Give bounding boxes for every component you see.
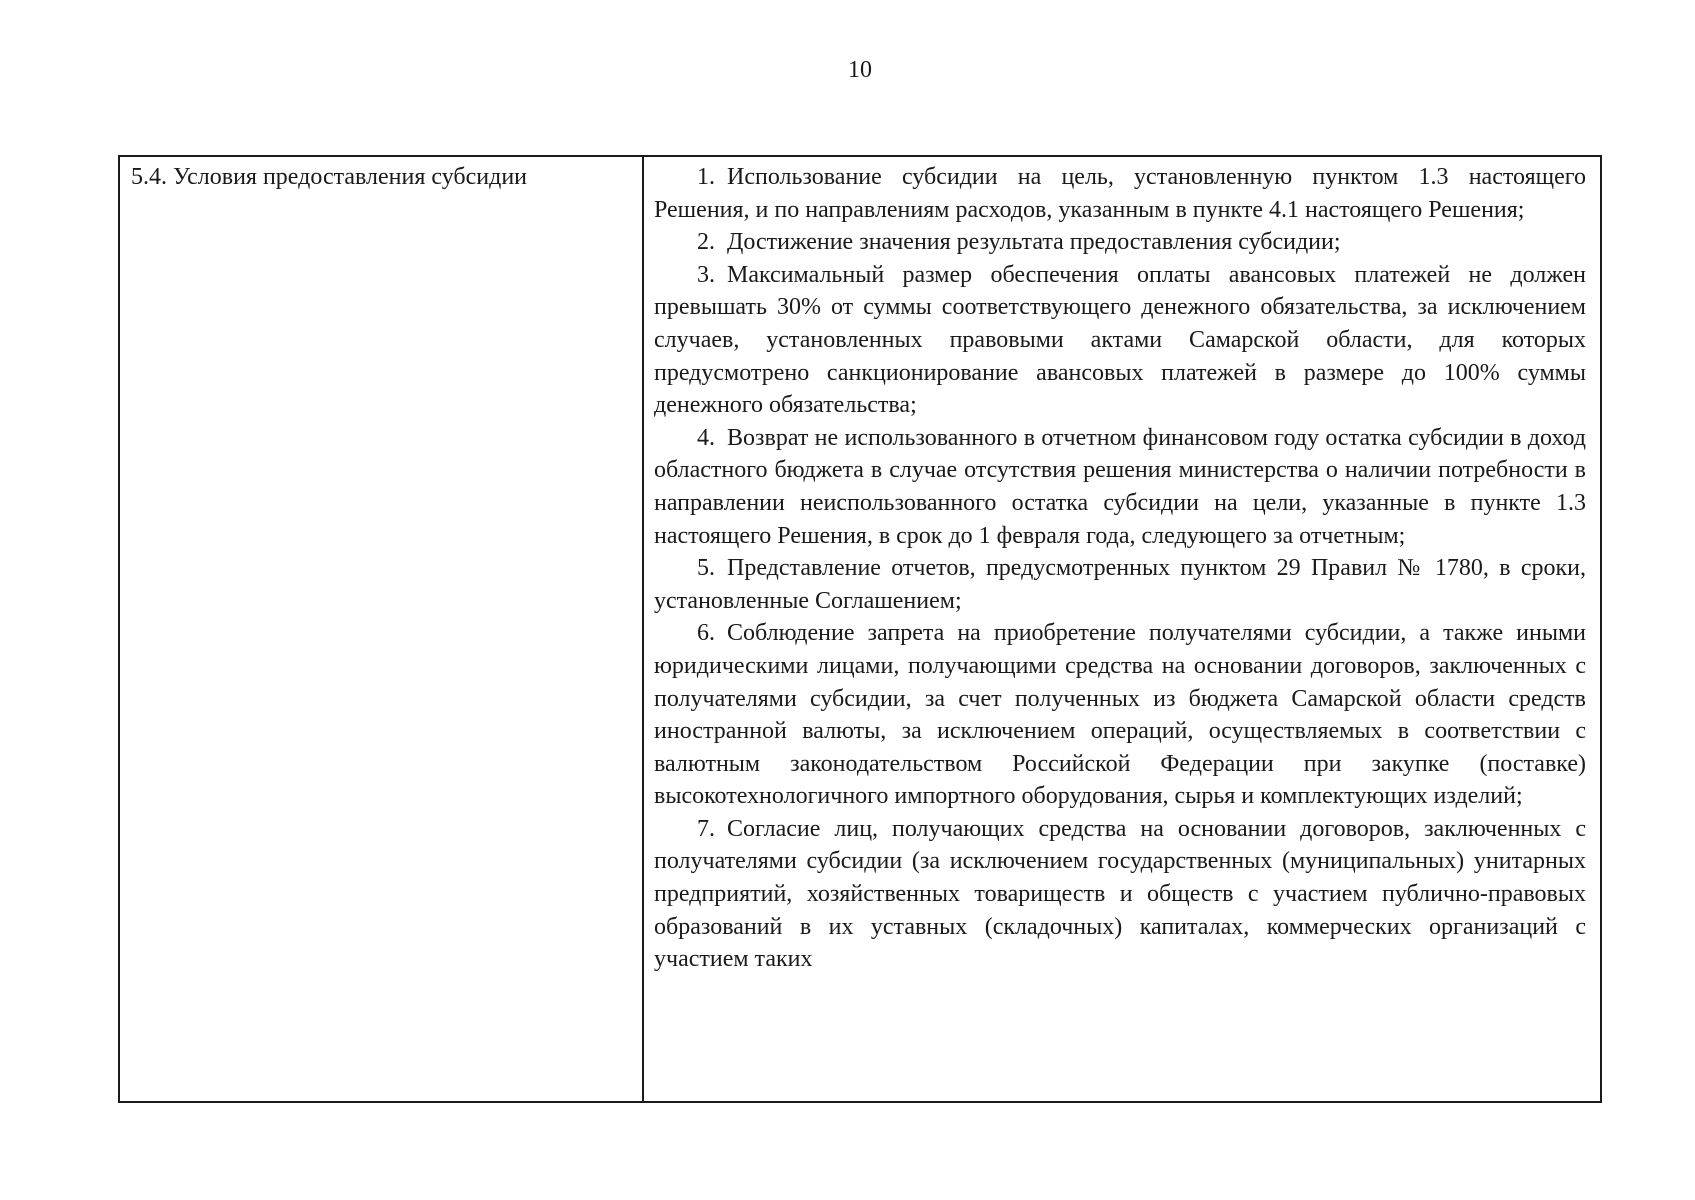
condition-item-2: [654, 226, 1586, 259]
condition-number: 4.: [697, 424, 715, 451]
condition-item-1: [654, 161, 1586, 226]
condition-item-4: [654, 422, 1586, 552]
condition-text: Согласие лиц, получающих средства на основании договоров, заключенных с получателями субсидии (за исключением государственных (муниципальных) унитарных предприятий, хозяйственных товариществ и обществ с участием публично-правовых образований в их уставных (складочных) капиталах, коммерческих организаций с участием таких: [654, 815, 1586, 973]
condition-number: 6.: [697, 620, 715, 647]
section-label: 5.4. Условия предоставления субсидии: [131, 164, 528, 190]
condition-item-5: [654, 552, 1586, 617]
condition-text: Максимальный размер обеспечения оплаты авансовых платежей не должен превышать 30% от суммы соответствующего денежного обязательства, за исключением случаев, установленных правовыми актами Самарской области, для которых предусмотрено санкционирование авансовых платежей в размере до 100% суммы денежного обязательства;: [654, 261, 1586, 419]
page-number: 10: [848, 57, 872, 83]
condition-text: Возврат не использованного в отчетном финансовом году остатка субсидии в доход областного бюджета в случае отсутствия решения министерства о наличии потребности в направлении неиспользованного остатка субсидии на цели, указанные в пункте 1.3 настоящего Решения, в срок до 1 февраля года, следующего за отчетным;: [654, 424, 1586, 549]
condition-item-6: [654, 617, 1586, 813]
condition-text: Соблюдение запрета на приобретение получателями субсидии, а также иными юридическими лицами, получающими средства на основании договоров, заключенных с получателями субсидии, за счет полученных из бюджета Самарской области средств иностранной валюты, за исключением операций, осуществляемых в соответствии с валютным законодательством Российской Федерации при закупке (поставке) высокотехнологичного импортного оборудования, сырья и комплектующих изделий;: [654, 620, 1586, 810]
condition-number: 1.: [697, 164, 715, 190]
condition-item-3: [654, 259, 1586, 422]
condition-text: Достижение значения результата предоставления субсидии;: [727, 229, 1341, 256]
table-right-cell: [644, 157, 1600, 1101]
condition-text: Использование субсидии на цель, установленную пунктом 1.3 настоящего Решения, и по направлениям расходов, указанным в пункте 4.1 настоящего Решения;: [654, 164, 1586, 223]
table-left-cell: [120, 157, 644, 1101]
condition-number: 5.: [697, 555, 715, 582]
condition-item-7: [654, 813, 1586, 976]
conditions-table: [118, 155, 1602, 1103]
condition-text: Представление отчетов, предусмотренных пунктом 29 Правил № 1780, в сроки, установленные Соглашением;: [654, 555, 1586, 614]
condition-number: 3.: [697, 261, 715, 288]
condition-number: 2.: [697, 229, 715, 256]
condition-number: 7.: [697, 815, 715, 842]
